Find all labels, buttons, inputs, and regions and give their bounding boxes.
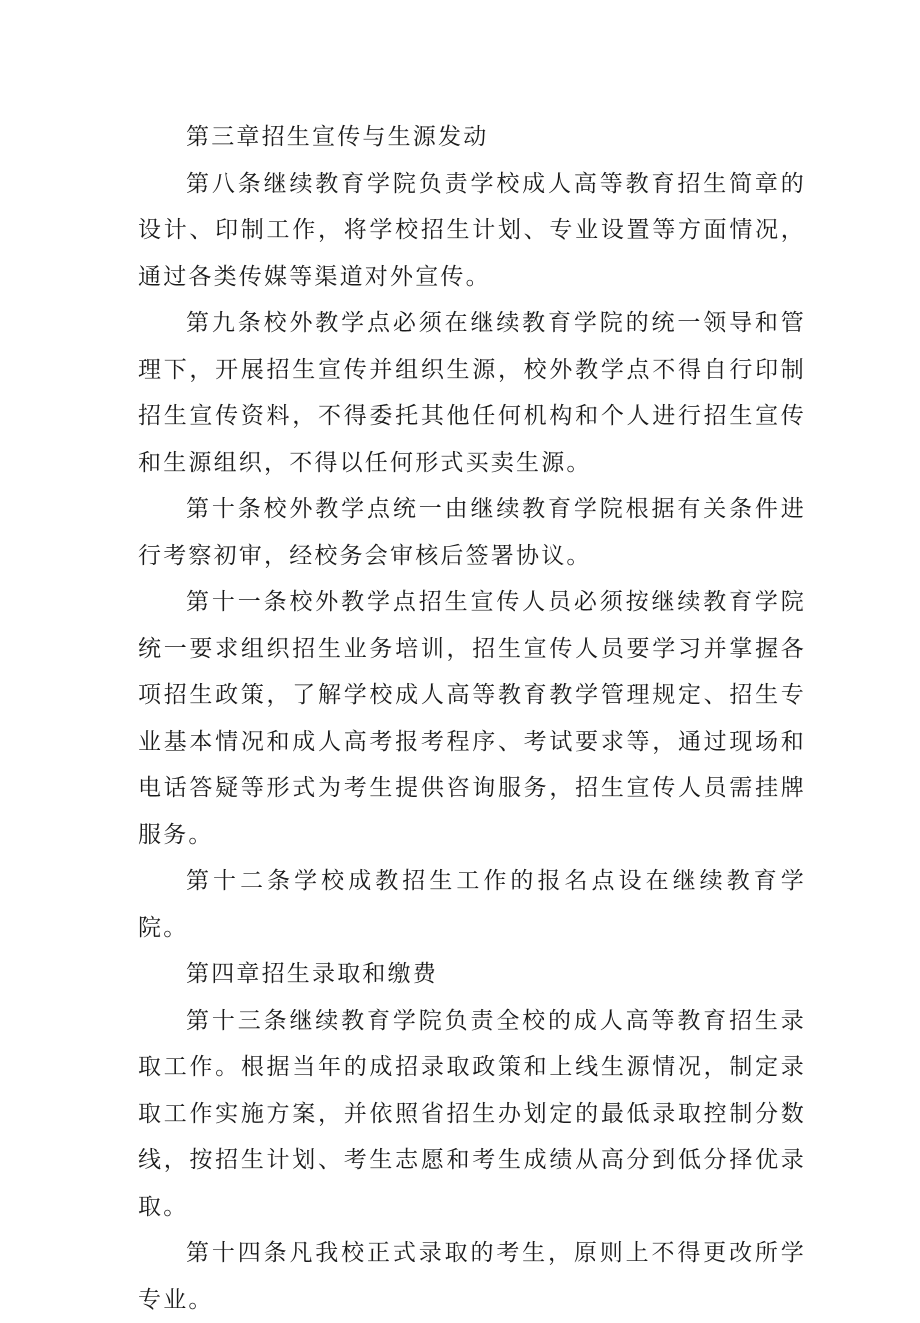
document-body bbox=[138, 114, 806, 1323]
article-12: 第十二条学校成教招生工作的报名点设在继续教育学院。 bbox=[138, 868, 806, 941]
article-10: 第十条校外教学点统一由继续教育学院根据有关条件进行考察初审，经校务会审核后签署协议。 bbox=[138, 496, 806, 569]
article-14: 第十四条凡我校正式录取的考生，原则上不得更改所学专业。 bbox=[138, 1240, 806, 1313]
chapter-heading-3: 第三章招生宣传与生源发动 bbox=[186, 124, 489, 150]
article-11: 第十一条校外教学点招生宣传人员必须按继续教育学院统一要求组织招生业务培训，招生宣传人员要学习并掌握各项招生政策，了解学校成人高等教育教学管理规定、招生专业基本情况和成人高考报考程序、考试要求等，通过现场和电话答疑等形式为考生提供咨询服务，招生宣传人员需挂牌服务。 bbox=[138, 589, 806, 848]
article-9: 第九条校外教学点必须在继续教育学院的统一领导和管理下，开展招生宣传并组织生源，校外教学点不得自行印制招生宣传资料，不得委托其他任何机构和个人进行招生宣传和生源组织，不得以任何形式买卖生源。 bbox=[138, 310, 806, 476]
chapter-heading-4: 第四章招生录取和缴费 bbox=[186, 961, 438, 987]
article-8: 第八条继续教育学院负责学校成人高等教育招生简章的设计、印制工作，将学校招生计划、专业设置等方面情况，通过各类传媒等渠道对外宣传。 bbox=[138, 170, 806, 290]
article-13: 第十三条继续教育学院负责全校的成人高等教育招生录取工作。根据当年的成招录取政策和上线生源情况，制定录取工作实施方案，并依照省招生办划定的最低录取控制分数线，按招生计划、考生志愿和考生成绩从高分到低分择优录取。 bbox=[138, 1007, 806, 1220]
